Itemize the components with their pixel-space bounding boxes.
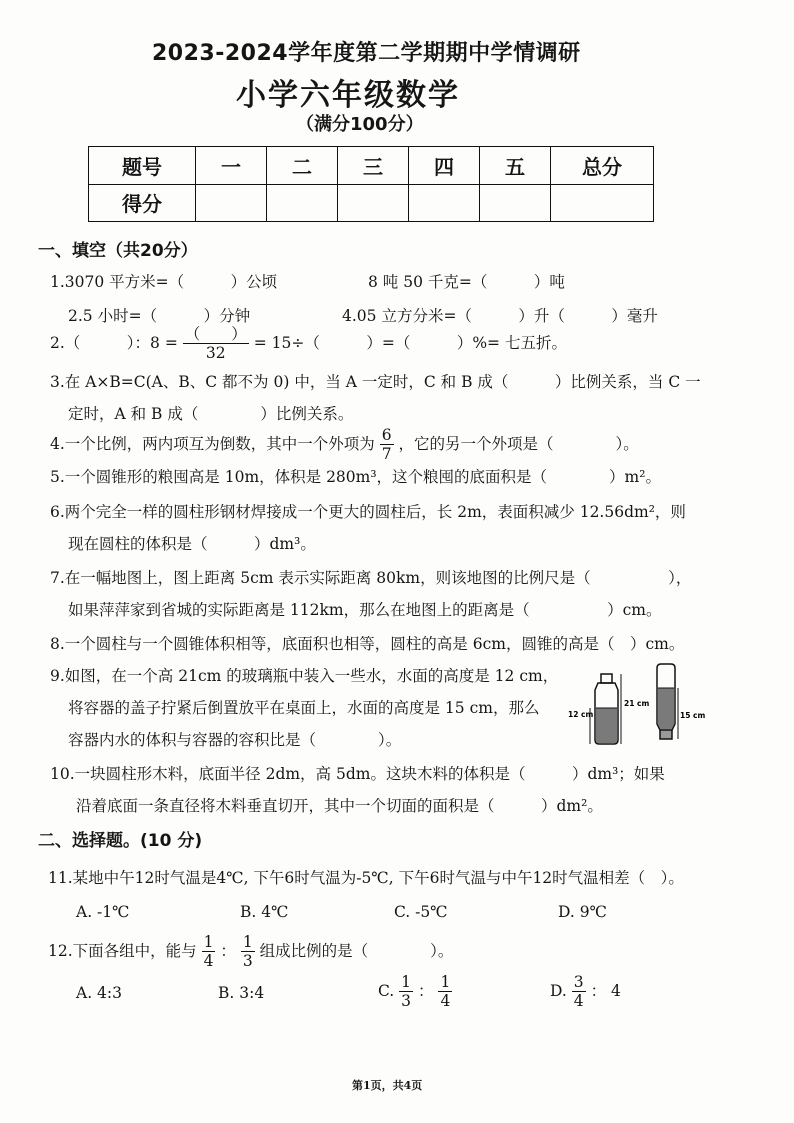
question-11-option-b: B. 4℃ (240, 903, 289, 921)
section1-heading: 一、填空（共20分） (38, 241, 198, 261)
question-11-option-c: C. -5℃ (394, 903, 448, 921)
score-input-cell[interactable] (480, 184, 551, 222)
score-cell: 四 (409, 147, 480, 185)
question-5: 5.一个圆锥形的粮囤高是 10m，体积是 280m³，这个粮囤的底面积是（ ）m²。 (50, 468, 661, 486)
ratio-colon: ： (417, 982, 434, 1000)
exam-title: 2023-2024学年度第二学期期中学情调研 (152, 41, 581, 66)
score-input-cell[interactable] (338, 184, 409, 222)
question-12-start: 12.下面各组中，能与 (48, 942, 197, 960)
fraction-numerator: 1 (440, 972, 451, 991)
score-cell: 二 (267, 147, 338, 185)
question-7-line2: 如果萍萍家到省城的实际距离是 112km，那么在地图上的距离是（ ）cm。 (68, 601, 662, 619)
fig-label-12cm: 12 cm (568, 710, 594, 719)
inverted-bottle-icon (657, 664, 678, 739)
score-input-cell[interactable] (551, 184, 654, 222)
question-11-option-d: D. 9℃ (558, 903, 607, 921)
ratio-colon: ： (590, 982, 607, 1000)
question-9-line3: 容器内水的体积与容器的容积比是（ ）。 (68, 731, 402, 749)
fraction-numerator: 1 (203, 932, 214, 951)
question-4 (50, 424, 639, 464)
question-3-line2: 定时，A 和 B 成（ ）比例关系。 (68, 405, 354, 423)
score-input-cell[interactable] (196, 184, 267, 222)
question-1b: 8 吨 50 千克=（ ）吨 (368, 273, 565, 291)
question-2-start: 2.（ ）：8 = (50, 334, 178, 352)
fraction-denominator: 3 (242, 952, 253, 970)
fraction-numerator: 3 (573, 972, 584, 991)
score-table-score-row (89, 184, 654, 222)
score-table (88, 146, 654, 222)
option-d-fraction (572, 972, 586, 1010)
question-1d: 4.05 立方分米=（ ）升（ ）毫升 (342, 307, 658, 325)
full-score: （满分100分） (296, 114, 424, 135)
section2-heading: 二、选择题。(10 分) (38, 831, 203, 851)
question-12-option-b: B. 3:4 (218, 984, 265, 1002)
question-4-start: 4.一个比例，两内项互为倒数，其中一个外项为 (50, 435, 375, 453)
fraction-denominator: 4 (573, 992, 584, 1010)
option-label: C. (378, 982, 395, 1000)
fraction-numerator: （ ） (184, 324, 247, 343)
question-12-end: 组成比例的是（ ）。 (259, 942, 454, 960)
question-4-end: ，它的另一个外项是（ ）。 (398, 435, 639, 453)
fraction-denominator: 7 (381, 445, 392, 463)
fraction-numerator: 1 (401, 972, 412, 991)
question-12-fraction-1 (202, 932, 216, 970)
question-1c: 2.5 小时=（ ）分钟 (68, 307, 251, 325)
score-input-cell[interactable] (409, 184, 480, 222)
question-11-option-a: A. -1℃ (76, 903, 130, 921)
subject-title: 小学六年级数学 (236, 78, 460, 113)
question-9-line1: 9.如图，在一个高 21cm 的玻璃瓶中装入一些水，水面的高度是 12 cm， (50, 667, 559, 685)
ratio-colon: ： (220, 942, 236, 960)
question-1a: 1.3070 平方米=（ ）公顷 (50, 273, 278, 291)
question-12-option-a: A. 4:3 (76, 984, 122, 1002)
fig-label-21cm: 21 cm (624, 699, 650, 708)
score-cell: 总分 (551, 147, 654, 185)
score-cell: 一 (196, 147, 267, 185)
score-table-header-row (89, 147, 654, 185)
score-cell: 三 (338, 147, 409, 185)
question-6-line1: 6.两个完全一样的圆柱形钢材焊接成一个更大的圆柱后，长 2m，表面积减少 12.56dm²，则 (50, 503, 686, 521)
score-cell: 五 (480, 147, 551, 185)
question-12-option-c (378, 970, 452, 1012)
option-c-fraction-1 (399, 972, 413, 1010)
upright-bottle-icon (590, 674, 621, 744)
question-12 (48, 930, 453, 972)
score-input-cell[interactable] (267, 184, 338, 222)
fig-label-15cm: 15 cm (680, 711, 706, 720)
question-7-line1: 7.在一幅地图上，图上距离 5cm 表示实际距离 80km，则该地图的比例尺是（ ）， (50, 569, 692, 587)
question-10-line1: 10.一块圆柱形木料，底面半径 2dm，高 5dm。这块木料的体积是（ ）dm³；如果 (50, 765, 665, 783)
fraction-numerator: 6 (381, 425, 392, 444)
score-cell: 得分 (89, 184, 196, 222)
option-d-end: 4 (611, 982, 621, 1000)
fraction-denominator: 3 (401, 992, 412, 1010)
fraction-denominator: 32 (205, 344, 226, 362)
question-2 (50, 322, 567, 364)
bottle-figure (568, 664, 706, 748)
question-12-option-d (550, 970, 621, 1012)
question-10-line2: 沿着底面一条直径将木料垂直切开，其中一个切面的面积是（ ）dm²。 (76, 797, 603, 815)
score-cell: 题号 (89, 147, 196, 185)
page-footer: 第1页，共4页 (352, 1079, 423, 1092)
question-3-line1: 3.在 A×B=C(A、B、C 都不为 0) 中，当 A 一定时，C 和 B 成（ ）比例关系，当 C 一 (50, 373, 701, 391)
question-8: 8.一个圆柱与一个圆锥体积相等，底面积也相等，圆柱的高是 6cm，圆锥的高是（ ）cm。 (50, 635, 685, 653)
fraction-denominator: 4 (440, 992, 451, 1010)
question-12-fraction-2 (241, 932, 255, 970)
option-label: D. (550, 982, 567, 1000)
fraction-denominator: 4 (203, 952, 214, 970)
question-9-line2: 将容器的盖子拧紧后倒置放平在桌面上，水面的高度是 15 cm，那么 (68, 699, 540, 717)
question-6-line2: 现在圆柱的体积是（ ）dm³。 (68, 535, 316, 553)
question-2-fraction (183, 324, 249, 362)
question-11: 11.某地中午12时气温是4℃, 下午6时气温为-5℃, 下午6时气温与中午12时气温相差（ ）。 (48, 869, 684, 887)
fraction-numerator: 1 (242, 932, 253, 951)
question-4-fraction (380, 425, 394, 463)
question-2-end: = 15÷（ ）=（ ）%= 七五折。 (253, 334, 567, 352)
option-c-fraction-2 (438, 972, 452, 1010)
